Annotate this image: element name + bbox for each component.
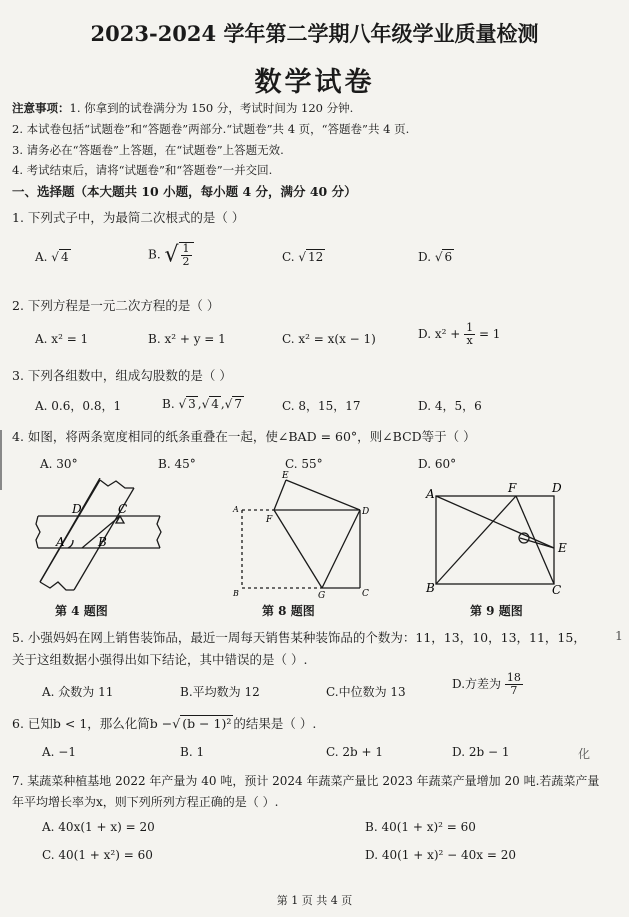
note-text-1: 1. 你拿到的试卷满分为 150 分，考试时间为 120 分钟. xyxy=(69,101,354,115)
fig4-caption: 第 4 题图 xyxy=(55,604,108,618)
q2-option-c: C. x² = x(x − 1) xyxy=(282,332,376,346)
q6-option-c: C. 2b + 1 xyxy=(326,745,384,759)
q3-option-b: B. √ 3 ,√ 4 ,√ 7 xyxy=(162,397,242,411)
q3-b-r2: 4 xyxy=(211,397,219,411)
q2-d-post: = 1 xyxy=(478,327,501,341)
q3-option-d: D. 4，5，6 xyxy=(418,399,482,413)
q5-d-pre: D.方差为 xyxy=(452,677,502,691)
q6-stem: 6. 已知b < 1，那么化简b −√ (b − 1)² 的结果是（ ）. xyxy=(12,716,317,731)
q1-stem: 1. 下列式子中，为最简二次根式的是（ ） xyxy=(12,210,245,225)
q1-d-label: D. xyxy=(418,250,432,264)
q1-a-label: A. xyxy=(35,250,48,264)
fig8-segment-gd xyxy=(322,510,360,588)
q3-b-r1: 3 xyxy=(188,397,196,411)
q7-line-1: 7. 某蔬菜种植基地 2022 年产量为 40 吨，预计 2024 年蔬菜产量比 2023 年蔬菜产量增加 20 吨.若蔬菜产量 xyxy=(12,774,600,788)
q5-line-1-text: 5. 小强妈妈在网上销售装饰品，最近一周每天销售某种装饰品的个数为：11，13，10，13，11，15， xyxy=(12,630,586,645)
q2-d-fraction xyxy=(464,322,475,347)
note-label: 注意事项： xyxy=(12,101,70,115)
q6-option-b: B. 1 xyxy=(180,745,205,759)
fig8-label-e: E xyxy=(282,471,289,481)
fig8-dashed-rect xyxy=(242,510,322,588)
note-line-3: 3. 请务必在“答题卷”上答题，在“试题卷”上答题无效. xyxy=(12,143,284,157)
q5-d-num: 18 xyxy=(506,671,521,684)
q3-option-a: A. 0.6，0.8，1 xyxy=(35,399,122,413)
figure-9 xyxy=(420,478,580,600)
fig4-strip2-bottom-tear xyxy=(40,582,74,590)
q5-line-2: 关于这组数据小强得出如下结论，其中错误的是（ ）. xyxy=(12,652,308,667)
q6-stem-pre: 6. 已知b < 1，那么化简b − xyxy=(12,716,173,731)
fig4-label-b: B xyxy=(98,535,107,549)
figure-8 xyxy=(228,470,378,598)
q1-b-fraction xyxy=(179,242,194,268)
fig8-segment-fg xyxy=(274,510,322,588)
q5-line-1 xyxy=(12,628,623,646)
q6-option-a: A. −1 xyxy=(42,745,76,759)
q7-option-b: B. 40(1 + x)² = 60 xyxy=(365,820,476,834)
q3-b-r3: 7 xyxy=(234,397,242,411)
fig8-label-b: B xyxy=(233,589,239,598)
q5-option-d xyxy=(452,672,523,697)
q3-stem: 3. 下列各组数中，组成勾股数的是（ ） xyxy=(12,368,232,383)
exam-title: 2023-2024 学年第二学期八年级学业质量检测 xyxy=(90,21,539,46)
q2-option-d xyxy=(418,322,500,347)
fig8-label-f: F xyxy=(266,515,273,525)
fig8-segment-ed xyxy=(286,480,360,510)
q7-option-d: D. 40(1 + x)² − 40x = 20 xyxy=(365,848,517,862)
q6-stem-post: 的结果是（ ）. xyxy=(233,716,317,731)
fig4-label-d: D xyxy=(72,502,82,516)
q5-d-den: 7 xyxy=(510,684,518,697)
fig4-strip1-right-tear xyxy=(157,516,161,548)
fig8-label-c: C xyxy=(362,589,369,598)
q1-a-radicand: 4 xyxy=(60,250,69,264)
fig9-label-b: B xyxy=(426,581,435,595)
q1-c-radicand: 12 xyxy=(308,250,324,264)
page-edge-shadow xyxy=(0,430,2,490)
fig9-label-c: C xyxy=(552,583,562,597)
fig9-segment-bf xyxy=(436,496,516,584)
page-footer: 第 1 页 共 4 页 xyxy=(276,894,353,907)
fig8-caption: 第 8 题图 xyxy=(262,604,315,618)
fig8-label-a: A xyxy=(233,505,239,514)
q4-option-b: B. 45° xyxy=(158,457,196,471)
q1-b-den: 2 xyxy=(182,255,190,268)
figure-4 xyxy=(30,478,180,596)
q1-d-radicand: 6 xyxy=(444,250,453,264)
q2-d-pre: D. x² + xyxy=(418,327,461,341)
q1-c-label: C. xyxy=(282,250,295,264)
fig4-strip2-left-edge xyxy=(40,480,100,582)
note-line-1 xyxy=(12,100,353,116)
q3-option-c: C. 8，15，17 xyxy=(282,399,361,413)
q2-option-a: A. x² = 1 xyxy=(35,332,89,346)
q2-stem: 2. 下列方程是一元二次方程的是（ ） xyxy=(12,298,220,313)
fig8-label-g: G xyxy=(318,591,326,598)
q1-option-c: C. √ 12 xyxy=(282,250,324,264)
q5-d-fraction xyxy=(505,672,523,697)
q4-option-c: C. 55° xyxy=(285,457,323,471)
q7-option-c: C. 40(1 + x²) = 60 xyxy=(42,848,153,862)
fig9-caption: 第 9 题图 xyxy=(470,604,523,618)
fig4-label-c: C xyxy=(118,502,128,516)
fig9-label-d: D xyxy=(552,481,562,495)
q5-option-a: A. 众数为 11 xyxy=(42,685,114,699)
fig4-angle-a-arc xyxy=(68,540,73,548)
q1-b-num: 1 xyxy=(182,242,190,255)
fig9-label-a: A xyxy=(426,487,435,501)
q4-stem: 4. 如图，将两条宽度相同的纸条重叠在一起，使∠BAD = 60°，则∠BCD等于（ ） xyxy=(12,429,476,444)
q6-radicand: (b − 1)² xyxy=(182,716,232,731)
fig4-strip1-left-tear xyxy=(36,516,40,548)
q5-option-b: B.平均数为 12 xyxy=(180,685,260,699)
q4-option-a: A. 30° xyxy=(40,457,78,471)
q6-option-d: D. 2b − 1 xyxy=(452,745,510,759)
fig4-strip2-top-tear xyxy=(100,480,134,488)
fig9-segment-fc xyxy=(516,496,554,584)
q7-option-a: A. 40x(1 + x) = 20 xyxy=(42,820,155,834)
note-line-2: 2. 本试卷包括“试题卷”和“答题卷”两部分.“试题卷”共 4 页，“答题卷”共 4 页. xyxy=(12,122,410,136)
q7-line-2: 年平均增长率为x，则下列所列方程正确的是（ ）. xyxy=(12,795,279,809)
section-heading: 一、选择题（本大题共 10 小题，每小题 4 分，满分 40 分） xyxy=(12,184,357,199)
q1-option-d: D. √ 6 xyxy=(418,250,453,264)
fig8-segment-fe xyxy=(274,480,286,510)
fig4-label-a: A xyxy=(56,535,65,549)
q2-d-den: x xyxy=(466,334,473,347)
q4-option-d: D. 60° xyxy=(418,457,457,471)
exam-subtitle: 数学试卷 xyxy=(254,67,375,98)
q1-option-a: A. √ 4 xyxy=(35,250,69,264)
q1-b-label: B. xyxy=(148,247,161,262)
q5-option-c: C.中位数为 13 xyxy=(326,685,406,699)
note-line-4: 4. 考试结束后，请将“试题卷”和“答题卷”一并交回. xyxy=(12,163,273,177)
q5-line-1-cut: 1 xyxy=(615,628,623,643)
q2-option-b: B. x² + y = 1 xyxy=(148,332,226,346)
fig9-label-e: E xyxy=(558,541,567,555)
q3-b-label: B. xyxy=(162,397,175,411)
q2-d-num: 1 xyxy=(466,321,474,334)
q6-margin-mark: 化 xyxy=(578,747,591,761)
fig8-label-d: D xyxy=(362,507,370,517)
fig9-segment-ae xyxy=(436,496,554,548)
fig9-label-f: F xyxy=(508,481,517,495)
q1-option-b: B. √ $\frac{1}{2}$ xyxy=(148,242,194,268)
